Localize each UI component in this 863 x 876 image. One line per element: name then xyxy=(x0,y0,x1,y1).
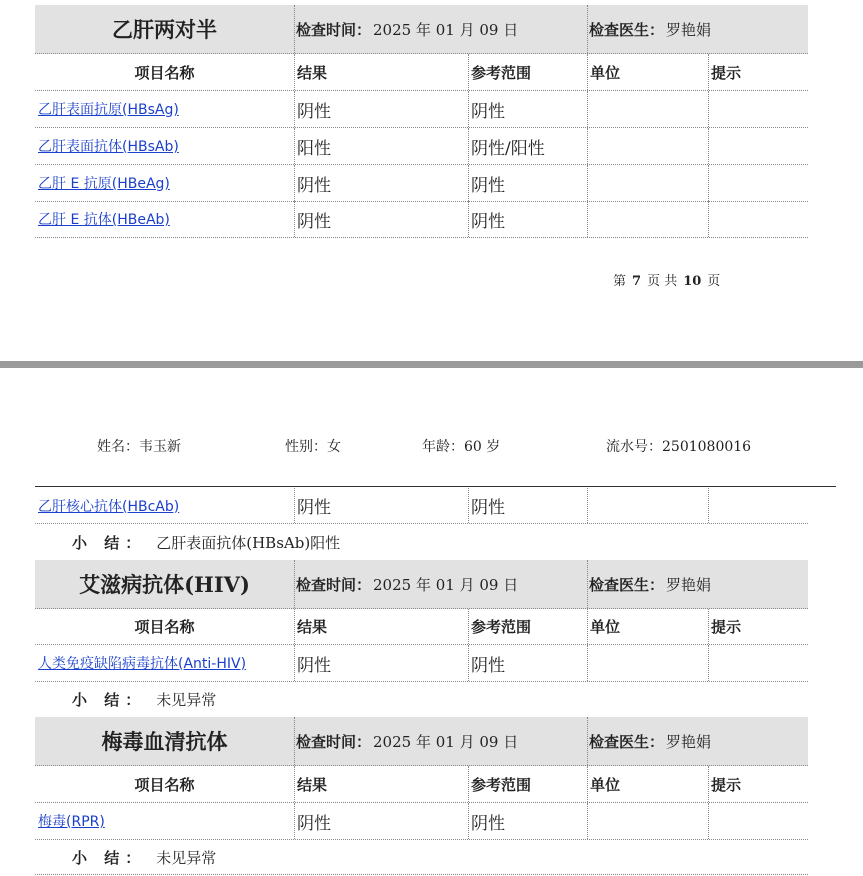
reference-range: 阴性 xyxy=(471,101,505,122)
patient-name: 姓名：韦玉新 xyxy=(97,439,181,455)
col-range: 参考范围 xyxy=(471,775,532,794)
col-item: 项目名称 xyxy=(134,618,195,636)
result: 阴性 xyxy=(297,813,331,834)
col-hint: 提示 xyxy=(711,63,742,82)
summary: 小 结： 未见异常 xyxy=(72,690,217,709)
col-range: 参考范围 xyxy=(471,63,532,82)
check-date: 2025 年 01 月 09 日 xyxy=(373,20,519,39)
result: 阳性 xyxy=(297,138,331,159)
summary-text: 乙肝表面抗体(HBsAb)阳性 xyxy=(156,533,341,552)
item-link[interactable]: 乙肝表面抗原(HBsAg) xyxy=(38,102,179,118)
section-header-hbv xyxy=(35,5,808,54)
col-item: 项目名称 xyxy=(134,775,195,794)
table-row xyxy=(35,645,808,682)
table-row xyxy=(35,201,808,238)
result: 阴性 xyxy=(297,175,331,196)
bottom-rule xyxy=(35,874,808,875)
check-time: 检查时间： 2025 年 01 月 09 日 xyxy=(296,575,519,594)
section-title: 乙肝两对半 xyxy=(112,17,217,42)
patient-age: 年龄：60 岁 xyxy=(422,439,501,455)
item-link[interactable]: 乙肝 E 抗原(HBeAg) xyxy=(38,176,170,192)
check-time: 检查时间： 2025 年 01 月 09 日 xyxy=(296,20,519,39)
section-title: 艾滋病抗体(HIV) xyxy=(79,572,250,597)
patient-gender: 性别：女 xyxy=(285,439,341,455)
check-date: 2025 年 01 月 09 日 xyxy=(373,732,519,751)
result: 阴性 xyxy=(297,655,331,676)
page-number: 第 7 页 共 10 页 xyxy=(613,274,721,289)
col-range: 参考范围 xyxy=(471,618,532,636)
table-row xyxy=(35,91,808,128)
col-unit: 单位 xyxy=(590,618,621,636)
result: 阴性 xyxy=(297,498,331,518)
reference-range: 阴性 xyxy=(471,813,505,834)
summary: 小 结： 乙肝表面抗体(HBsAb)阳性 xyxy=(72,533,341,552)
col-hint: 提示 xyxy=(711,775,742,794)
doctor-name: 罗艳娟 xyxy=(666,732,712,751)
doctor: 检查医生： 罗艳娟 xyxy=(589,732,712,751)
reference-range: 阴性 xyxy=(471,211,505,232)
serial-number: 流水号：2501080016 xyxy=(606,439,752,455)
table-row xyxy=(35,488,808,524)
col-unit: 单位 xyxy=(590,775,621,794)
section-title: 梅毒血清抗体 xyxy=(101,729,228,754)
table-row xyxy=(35,165,808,202)
item-link[interactable]: 梅毒(RPR) xyxy=(38,814,105,830)
item-link[interactable]: 乙肝表面抗体(HBsAb) xyxy=(38,139,179,155)
table-row xyxy=(35,128,808,165)
col-result: 结果 xyxy=(297,63,328,82)
summary-text: 未见异常 xyxy=(156,690,217,709)
reference-range: 阴性 xyxy=(471,498,505,518)
summary: 小 结： 未见异常 xyxy=(72,848,217,867)
section-header-hiv xyxy=(35,560,808,609)
column-header-row xyxy=(35,766,808,803)
section-header-syphilis xyxy=(35,717,808,766)
doctor-name: 罗艳娟 xyxy=(666,20,712,39)
header-rule xyxy=(35,486,836,487)
item-link[interactable]: 人类免疫缺陷病毒抗体(Anti-HIV) xyxy=(38,656,247,672)
col-item: 项目名称 xyxy=(134,63,195,82)
result: 阴性 xyxy=(297,101,331,122)
summary-text: 未见异常 xyxy=(156,848,217,867)
col-hint: 提示 xyxy=(711,618,742,636)
check-time: 检查时间： 2025 年 01 月 09 日 xyxy=(296,732,519,751)
check-date: 2025 年 01 月 09 日 xyxy=(373,575,519,594)
item-link[interactable]: 乙肝 E 抗体(HBeAb) xyxy=(38,212,170,228)
table-row xyxy=(35,803,808,840)
reference-range: 阴性 xyxy=(471,655,505,676)
reference-range: 阴性/阳性 xyxy=(471,138,545,159)
total-pages: 10 xyxy=(683,274,702,289)
page-separator xyxy=(0,361,863,368)
doctor-name: 罗艳娟 xyxy=(666,575,712,594)
doctor: 检查医生： 罗艳娟 xyxy=(589,20,712,39)
col-unit: 单位 xyxy=(590,63,621,82)
col-result: 结果 xyxy=(297,618,328,636)
current-page: 7 xyxy=(632,274,642,289)
doctor: 检查医生： 罗艳娟 xyxy=(589,575,712,594)
col-result: 结果 xyxy=(297,775,328,794)
reference-range: 阴性 xyxy=(471,175,505,196)
item-link[interactable]: 乙肝核心抗体(HBcAb) xyxy=(38,498,180,515)
column-header-row xyxy=(35,54,808,91)
result: 阴性 xyxy=(297,211,331,232)
column-header-row xyxy=(35,609,808,645)
